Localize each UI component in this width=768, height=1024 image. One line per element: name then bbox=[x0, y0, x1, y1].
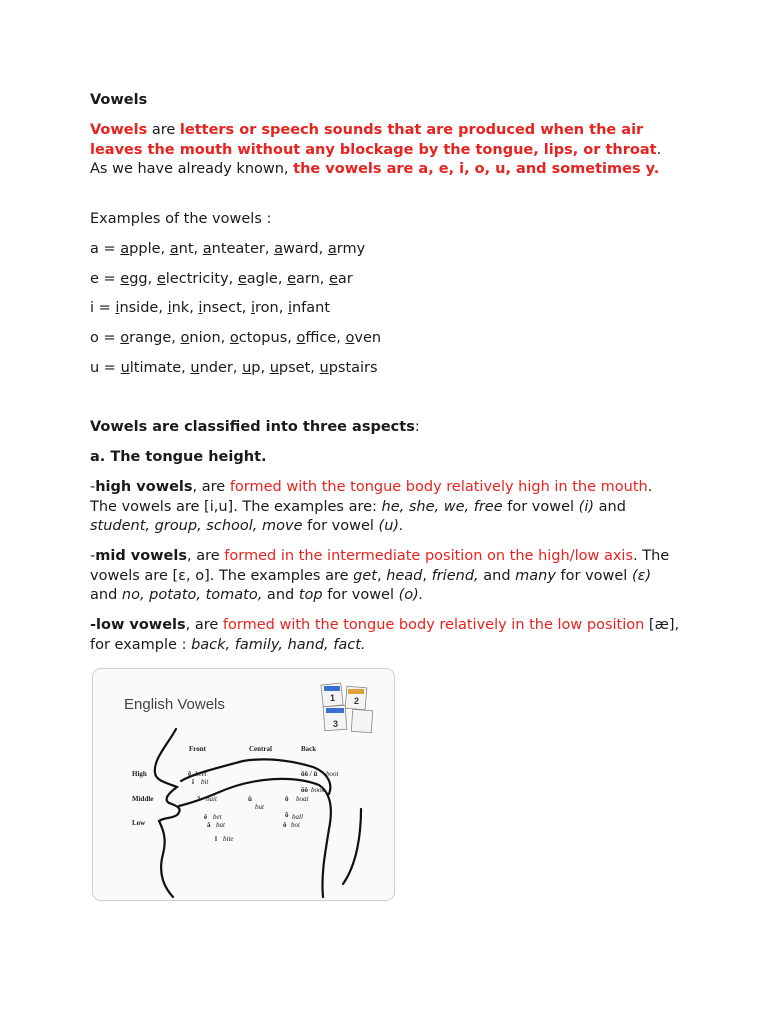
example-word-initial: u bbox=[319, 360, 329, 376]
example-word-rest: p bbox=[251, 360, 261, 376]
vowel-word-bit: bit bbox=[201, 778, 209, 786]
example-word-initial: a bbox=[120, 241, 130, 257]
example-word-rest: nteater bbox=[211, 241, 265, 257]
example-word-rest: arn bbox=[295, 271, 320, 287]
example-word-initial: u bbox=[269, 360, 279, 376]
example-equals: = bbox=[98, 330, 121, 346]
example-word-initial: u bbox=[242, 360, 252, 376]
example-equals: = bbox=[98, 241, 121, 257]
example-word bbox=[190, 360, 232, 376]
example-word-rest: nsect bbox=[202, 300, 242, 316]
high-dash: - bbox=[90, 479, 96, 495]
high-vowels-definition: formed with the tongue body relatively high in the mouth bbox=[229, 479, 648, 495]
mid-vowel-epsilon: (ε) bbox=[631, 567, 652, 584]
figure-title: English Vowels bbox=[124, 696, 225, 713]
vowel-mark-boat: ō bbox=[285, 795, 289, 803]
high-vowel-i: (i) bbox=[578, 498, 595, 515]
example-equals: = bbox=[98, 271, 121, 287]
badge-number-3: 3 bbox=[333, 719, 339, 729]
example-word-rest: nt bbox=[178, 241, 194, 257]
mid-text-4: and bbox=[262, 587, 299, 604]
mid-text-1: . The vowels are [ε, o]. The examples are bbox=[90, 548, 670, 584]
example-letter: i bbox=[90, 300, 95, 316]
mid-dash: - bbox=[90, 548, 96, 564]
example-word bbox=[115, 300, 158, 316]
example-word-rest: gg bbox=[129, 271, 148, 287]
vowel-word-ball: ball bbox=[292, 813, 303, 821]
mid-vowel-o: (o). bbox=[398, 587, 424, 604]
vowel-word-but: but bbox=[255, 803, 264, 811]
example-word bbox=[328, 241, 365, 257]
example-equals: = bbox=[99, 360, 121, 376]
example-word-initial: i bbox=[250, 300, 256, 316]
example-word bbox=[274, 241, 319, 257]
vowel-word-bait: bait bbox=[206, 795, 217, 803]
row-label-middle: Middle bbox=[132, 795, 154, 803]
example-word bbox=[121, 360, 182, 376]
low-are: , are bbox=[185, 617, 223, 633]
badge-number-1: 1 bbox=[330, 693, 336, 703]
example-word bbox=[288, 300, 330, 316]
low-vowels-paragraph bbox=[90, 616, 680, 655]
high-vowel-u: (u). bbox=[378, 518, 404, 535]
example-word-rest: pset bbox=[278, 360, 311, 376]
vowel-word-bot: bot bbox=[291, 821, 300, 829]
example-word bbox=[242, 360, 260, 376]
example-word-initial: e bbox=[237, 271, 247, 287]
low-examples: back, family, hand, fact. bbox=[191, 636, 366, 653]
example-word bbox=[120, 241, 160, 257]
example-word-rest: range bbox=[129, 330, 172, 346]
high-text-2: for vowel bbox=[502, 498, 579, 515]
high-examples-i: he, she, we, free bbox=[381, 498, 503, 515]
example-word-rest: nk bbox=[171, 300, 190, 316]
document-title: Vowels bbox=[90, 92, 148, 108]
example-word-rest: pple bbox=[129, 241, 161, 257]
example-row: e = egg, electricity, eagle, earn, ear bbox=[90, 271, 353, 287]
example-word-initial: i bbox=[167, 300, 172, 316]
example-row: i = inside, ink, insect, iron, infant bbox=[90, 300, 331, 316]
mid-vowels-term: mid vowels bbox=[95, 548, 187, 564]
example-word-initial: i bbox=[198, 300, 203, 316]
examples-intro: Examples of the vowels : bbox=[90, 211, 272, 227]
definition-text: letters or speech sounds that are produced when the air leaves the mouth without any blockage by the tongue, lips, or throat bbox=[90, 122, 657, 158]
example-word-rest: agle bbox=[246, 271, 278, 287]
example-word-initial: u bbox=[120, 360, 130, 376]
vowel-mark-boot: ōō / ū bbox=[301, 770, 318, 778]
vowel-mark-bat: ă bbox=[207, 821, 211, 829]
example-word bbox=[329, 271, 353, 287]
high-text-3: and bbox=[594, 498, 626, 515]
definition-connector: are bbox=[147, 122, 180, 138]
definition-term: Vowels bbox=[90, 122, 148, 138]
column-label-back: Back bbox=[301, 745, 317, 753]
example-word bbox=[170, 241, 194, 257]
example-word-rest: ar bbox=[337, 271, 353, 287]
mid-example-friend: friend, bbox=[431, 567, 479, 584]
vowel-mark-beet: ē bbox=[188, 770, 192, 778]
example-word bbox=[251, 300, 279, 316]
example-letter: a bbox=[90, 241, 99, 257]
vowel-mark-ball: ô bbox=[285, 811, 289, 819]
low-vowels-term: -low vowels bbox=[90, 617, 186, 633]
vowel-word-boot: boot bbox=[326, 770, 339, 778]
english-vowels-figure bbox=[92, 668, 395, 901]
mid-and-1: and bbox=[478, 567, 516, 584]
vowel-word-bet: bet bbox=[213, 813, 222, 821]
badge-number-2: 2 bbox=[354, 696, 360, 706]
example-word-initial: e bbox=[156, 271, 166, 287]
low-vowels-definition: formed with the tongue body relatively in the low position bbox=[222, 617, 645, 633]
vowel-mark-bait: ā bbox=[197, 795, 201, 803]
mid-vowels-definition: formed in the intermediate position on the high/low axis bbox=[224, 548, 633, 564]
high-examples-u: student, group, school, move bbox=[90, 518, 303, 535]
example-word-initial: a bbox=[202, 241, 212, 257]
example-word-initial: o bbox=[345, 330, 355, 346]
vowel-word-book: book bbox=[311, 786, 325, 794]
example-word bbox=[320, 360, 378, 376]
low-text-1: [æ], for example : bbox=[90, 617, 680, 653]
example-word-rest: ctopus bbox=[238, 330, 288, 346]
example-word-initial: u bbox=[190, 360, 200, 376]
mid-text-3: and bbox=[90, 587, 122, 604]
classification-heading bbox=[90, 418, 420, 438]
example-word-initial: a bbox=[274, 241, 283, 257]
example-row: a = apple, ant, anteater, award, army bbox=[90, 241, 366, 257]
mid-examples-o: no, potato, tomato, bbox=[121, 587, 263, 604]
example-word bbox=[270, 360, 311, 376]
definition-middle: . As we have already known, bbox=[90, 141, 662, 178]
vowel-word-bat: bat bbox=[216, 821, 225, 829]
vowel-word-bite: bite bbox=[223, 835, 234, 843]
mid-are: , are bbox=[187, 548, 225, 564]
mid-text-5: for vowel bbox=[322, 587, 399, 604]
example-word-rest: ven bbox=[354, 330, 382, 346]
row-label-high: High bbox=[132, 770, 147, 778]
vowel-word-beet: beet bbox=[195, 770, 207, 778]
example-word-initial: o bbox=[229, 330, 239, 346]
example-word bbox=[230, 330, 287, 346]
example-word-rest: nion bbox=[189, 330, 221, 346]
column-label-front: Front bbox=[189, 745, 206, 753]
vowel-chart-diagram bbox=[93, 669, 394, 900]
example-row: u = ultimate, under, up, upset, upstairs bbox=[90, 360, 378, 376]
example-letter: o bbox=[90, 330, 99, 346]
example-word-initial: e bbox=[329, 271, 338, 287]
vowel-mark-book: ŏŏ bbox=[301, 786, 308, 794]
example-word-rest: pstairs bbox=[328, 360, 378, 376]
example-word-rest: nside bbox=[119, 300, 159, 316]
example-word bbox=[181, 330, 221, 346]
vowel-mark-bot: ŏ bbox=[283, 821, 287, 829]
mid-example-many: many bbox=[515, 567, 556, 584]
mid-vowels-paragraph bbox=[90, 547, 680, 606]
example-word bbox=[168, 300, 190, 316]
example-row: o = orange, onion, octopus, office, oven bbox=[90, 330, 382, 346]
example-word bbox=[296, 330, 336, 346]
example-word-initial: o bbox=[120, 330, 130, 346]
mouth-profile-drawing bbox=[155, 729, 361, 897]
example-letter: u bbox=[90, 360, 100, 376]
vowel-definition-paragraph bbox=[90, 121, 680, 180]
example-word bbox=[238, 271, 278, 287]
row-label-low: Low bbox=[132, 819, 146, 827]
vowel-mark-but: ŭ bbox=[248, 795, 252, 803]
high-text-1: . The vowels are [i,u]. The examples are: bbox=[90, 479, 653, 515]
mid-comma-1: , bbox=[376, 567, 387, 584]
example-word-initial: e bbox=[287, 271, 296, 287]
vowel-mark-bite: ī bbox=[215, 835, 217, 843]
example-word-rest: ltimate bbox=[129, 360, 182, 376]
example-word-initial: i bbox=[115, 300, 120, 316]
example-word-initial: o bbox=[296, 330, 306, 346]
example-word-rest: nfant bbox=[291, 300, 331, 316]
flashcards-logo-icon bbox=[321, 683, 373, 733]
high-are: , are bbox=[192, 479, 230, 495]
example-word bbox=[120, 330, 171, 346]
example-word bbox=[157, 271, 229, 287]
mid-example-get: get bbox=[353, 567, 377, 584]
column-label-central: Central bbox=[249, 745, 272, 753]
example-word-rest: ffice bbox=[305, 330, 337, 346]
example-word bbox=[198, 300, 241, 316]
example-word bbox=[203, 241, 265, 257]
example-word bbox=[120, 271, 147, 287]
example-word-rest: ward bbox=[282, 241, 319, 257]
classification-heading-colon: : bbox=[414, 419, 420, 435]
vowel-mark-bit: ĭ bbox=[192, 778, 194, 786]
high-text-4: for vowel bbox=[302, 518, 379, 535]
example-equals: = bbox=[94, 300, 116, 316]
example-word-rest: lectricity bbox=[165, 271, 229, 287]
high-vowels-paragraph bbox=[90, 478, 680, 537]
example-word-rest: nder bbox=[199, 360, 233, 376]
example-letter: e bbox=[90, 271, 99, 287]
example-word bbox=[345, 330, 381, 346]
vowel-mark-bet: ĕ bbox=[204, 813, 208, 821]
mid-example-top: top bbox=[298, 587, 323, 604]
example-word-rest: ron bbox=[255, 300, 279, 316]
tongue-height-heading: a. The tongue height. bbox=[90, 449, 267, 465]
example-word-initial: e bbox=[120, 271, 130, 287]
example-word bbox=[287, 271, 320, 287]
example-word-initial: a bbox=[169, 241, 179, 257]
mid-example-head: head bbox=[386, 567, 423, 584]
example-word-initial: i bbox=[287, 300, 292, 316]
example-word-initial: a bbox=[327, 241, 337, 257]
vowel-list: the vowels are a, e, i, o, u, and sometimes y. bbox=[293, 161, 660, 178]
high-vowels-term: high vowels bbox=[95, 479, 193, 495]
mid-text-2: for vowel bbox=[555, 567, 632, 584]
example-word-initial: o bbox=[180, 330, 190, 346]
mid-comma-2: , bbox=[422, 567, 432, 584]
classification-heading-text: Vowels are classified into three aspects bbox=[90, 419, 415, 435]
vowel-word-boat: boat bbox=[296, 795, 309, 803]
example-word-rest: rmy bbox=[336, 241, 366, 257]
